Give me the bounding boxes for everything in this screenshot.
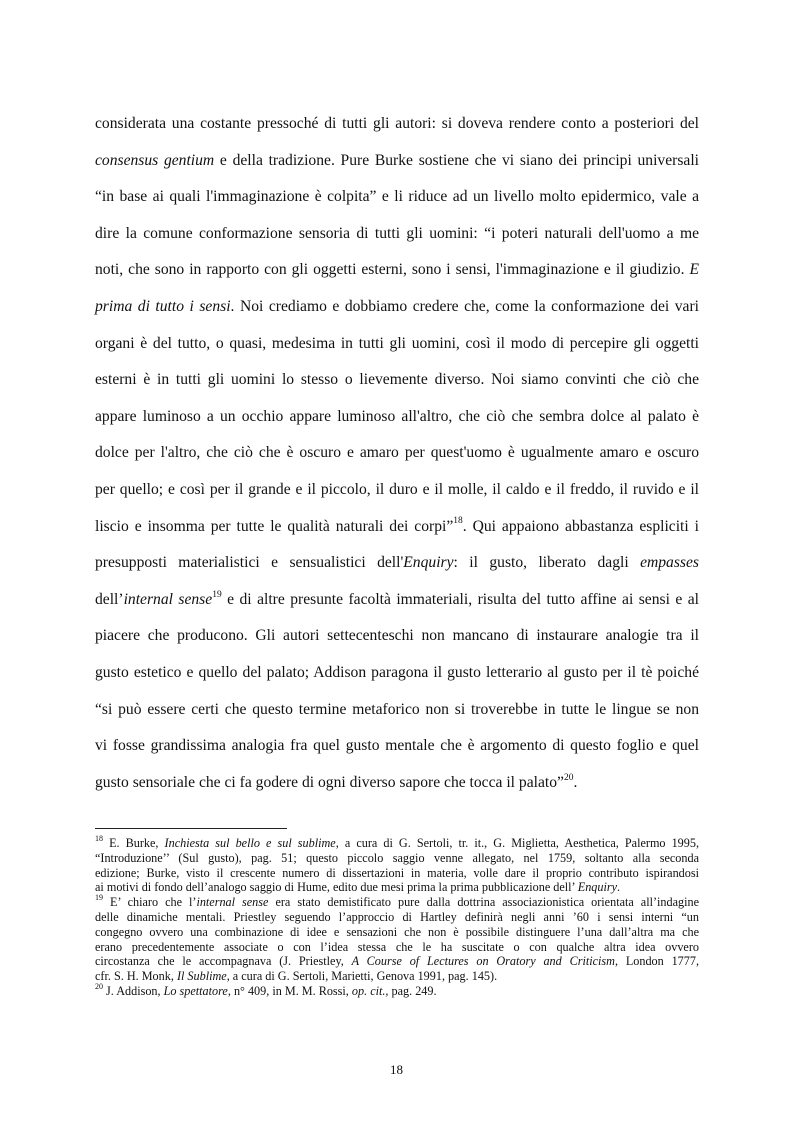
text-span: erano precedentemente associate o con l’idea stessa che le ha suscitate o con qualche altra idea ovvero [95, 939, 699, 954]
italic-title: Il Sublime [176, 969, 227, 984]
text-span: E’ chiaro che l’ [103, 895, 197, 910]
footnote-line [95, 910, 699, 925]
italic-term: E [689, 261, 699, 279]
text-line [95, 692, 699, 729]
text-line [95, 362, 699, 399]
footnote-line [95, 866, 699, 881]
italic-title: Enquiry [577, 880, 618, 895]
text-span: pag. 249. [388, 983, 437, 998]
text-span: e di altre presunte facoltà immateriali, risulta del tutto affine ai sensi e al [221, 590, 699, 608]
text-line [95, 143, 699, 180]
text-span: per quello; e così per il grande e il piccolo, il duro e il molle, il caldo e il freddo, il ruvido e il [95, 480, 699, 498]
text-span: esterni è in tutti gli uomini lo stesso o lievemente diverso. Noi siamo convinti che ciò che [95, 371, 699, 389]
text-line [95, 216, 699, 253]
text-line [95, 765, 699, 802]
text-span: . Noi crediamo e dobbiamo credere che, come la conformazione dei vari [230, 297, 699, 315]
text-span: J. Addison, [103, 983, 164, 998]
text-span: delle dinamiche mentali. Priestley seguendo l’approccio di Hartley definirà negli anni ’60 i sensi interni “un [95, 909, 699, 924]
text-span: vi fosse grandissima analogia fra quel gusto mentale che è argomento di questo foglio e quel [95, 737, 699, 755]
footnote-ref[interactable]: 18 [453, 516, 463, 527]
italic-title: internal sense [196, 895, 269, 910]
body-text [95, 106, 699, 801]
text-line [95, 472, 699, 509]
footnote-number: 20 [95, 981, 103, 991]
text-span: dell’ [95, 590, 124, 608]
footnote-line [95, 851, 699, 866]
text-span: , n° 409, in M. M. Rossi, [227, 983, 352, 998]
text-line [95, 252, 699, 289]
text-span: ai motivi di fondo dell’analogo saggio di Hume, edito due mesi prima la prima pubblicazione dell’ [95, 880, 578, 895]
text-line [95, 728, 699, 765]
text-span: organi è del tutto, o quasi, medesima in tutti gli uomini, così il modo di percepire gli oggetti [95, 334, 699, 352]
text-span: cfr. S. H. Monk, [95, 969, 177, 984]
text-line [95, 509, 699, 546]
page-number: 18 [390, 1062, 403, 1077]
text-line [95, 289, 699, 326]
italic-term: internal sense [123, 590, 213, 608]
text-span: , a cura di G. Sertoli, Marietti, Genova 1991, pag. 145). [226, 969, 498, 984]
footnote-line [95, 954, 699, 969]
text-span: gusto estetico e quello del palato; Addison paragona il gusto letterario al gusto per il tè poiché [95, 663, 699, 681]
text-line [95, 545, 699, 582]
text-span: : il gusto, liberato dagli [453, 554, 641, 572]
text-span: “in base ai quali l'immaginazione è colpita” e li riduce ad un livello molto epidermico, vale a [95, 188, 699, 206]
footnote-18 [95, 833, 700, 851]
text-span: considerata una costante pressoché di tutti gli autori: si doveva rendere conto a posteriori del [95, 115, 699, 132]
text-span: noti, che sono in rapporto con gli oggetti esterni, sono i sensi, l'immaginazione e il giudizio. [95, 261, 690, 279]
italic-term: empasses [640, 554, 699, 572]
text-span: appare luminoso a un occhio appare luminoso all'altro, che ciò che sembra dolce al palato è [95, 407, 699, 425]
footnote-number: 18 [95, 833, 103, 843]
text-span: dolce per l'altro, che ciò che è oscuro e amaro per quest'uomo è ugualmente amaro e oscuro [95, 444, 699, 462]
text-line [95, 399, 699, 436]
text-span: congegno ovvero una combinazione di idee e sensazioni che non è possibile distinguere l’una dall’altra ma che [95, 924, 699, 939]
text-span: piacere che producono. Gli autori settecenteschi non mancano di instaurare analogie tra il [95, 627, 699, 645]
footnote-ref[interactable]: 19 [212, 589, 222, 600]
italic-title: op. cit., [351, 983, 389, 998]
text-span: , a cura di G. Sertoli, tr. it., G. Miglietta, Aesthetica, Palermo 1995, [335, 836, 700, 850]
footnotes [95, 833, 700, 999]
text-line [95, 582, 699, 619]
italic-title: A Course of Lectures on Oratory and Criticism [351, 954, 615, 969]
text-span: dire la comune conformazione sensoria di tutti gli uomini: “i poteri naturali dell'uomo a me [95, 224, 699, 242]
italic-term: Enquiry [403, 554, 454, 572]
footnote-ref[interactable]: 20 [563, 772, 574, 783]
text-span: circostanza che le accompagnava (J. Priestley, [95, 954, 352, 969]
text-span: liscio e insomma per tutte le qualità naturali dei corpi” [95, 517, 454, 535]
text-span: e della tradizione. Pure Burke sostiene che vi siano dei principi universali [214, 151, 699, 169]
text-line [95, 106, 699, 143]
text-span: E. Burke, [103, 836, 165, 850]
text-line [95, 435, 699, 472]
text-line [95, 655, 699, 692]
text-line [95, 618, 699, 655]
text-span: . Qui appaiono abbastanza espliciti i [462, 517, 699, 535]
text-span: edizione; Burke, visto il crescente numero di dissertazioni in materia, volle dare il proprio contributo ispirandosi [95, 865, 699, 880]
footnote-line [95, 925, 699, 940]
footnote-19 [95, 895, 699, 910]
text-span: , London 1777, [614, 954, 699, 969]
footnote-separator [95, 828, 287, 829]
footnote-line [95, 940, 699, 955]
italic-term: prima di tutto i sensi [95, 297, 231, 315]
italic-title: Lo spettatore [163, 983, 228, 998]
text-span: gusto sensoriale che ci fa godere di ogni diverso sapore che tocca il palato” [95, 773, 564, 791]
footnote-20 [95, 981, 699, 999]
text-span: . [573, 773, 578, 791]
footnote-line [95, 880, 699, 895]
footnote-line [95, 969, 699, 984]
italic-term: consensus gentium [95, 151, 215, 169]
text-span: “Introduzione’’ (Sul gusto), pag. 51; questo piccolo saggio venne allegato, nel 1759, soltanto alla seconda [95, 850, 699, 865]
text-line [95, 326, 699, 363]
text-span: “si può essere certi che questo termine metaforico non si troverebbe in tutte le lingue se non [95, 700, 699, 718]
footnote-number: 19 [95, 893, 103, 903]
text-line [95, 179, 699, 216]
text-span: presupposti materialistici e sensualistici dell' [95, 554, 404, 572]
italic-title: Inchiesta sul bello e sul sublime [164, 836, 336, 850]
text-span: . [617, 880, 621, 895]
text-span: era stato demistificato pure dalla dottrina associazionistica orientata all’indagine [268, 895, 699, 910]
